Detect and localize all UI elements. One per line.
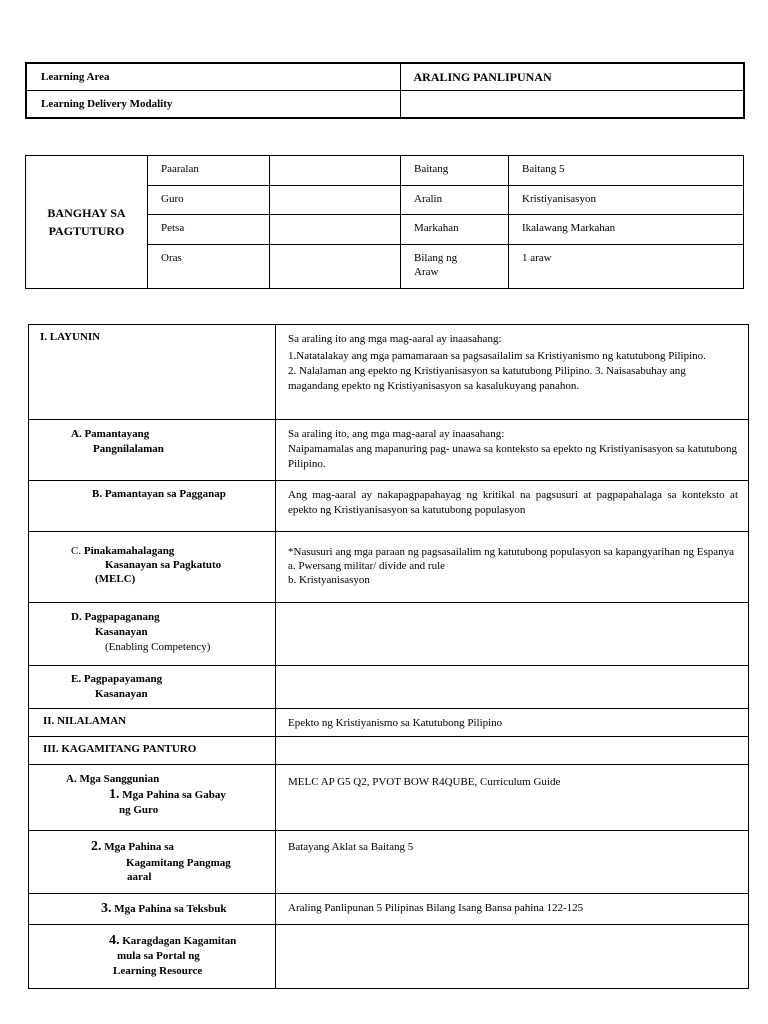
- melc-text2: a. Pwersang militar/ divide and rule: [288, 560, 446, 572]
- melc-line1: Pinakamahalagang: [83, 545, 175, 557]
- lesson-plan-table: [28, 324, 749, 989]
- info-value: [270, 186, 401, 215]
- pamantayang-text1: Sa araling ito, ang mga mag-aaral ay inaasahang:: [288, 428, 505, 440]
- pagpapayamang-line2: Kasanayan: [95, 688, 148, 700]
- info-label: Paaralan: [148, 156, 270, 186]
- layunin-row: [29, 325, 749, 420]
- melc-line2: Kasanayan sa Pagkatuto: [105, 559, 222, 571]
- melc-text3: b. Kristyanisasyon: [288, 574, 370, 586]
- layunin-label: [29, 325, 276, 420]
- pagpapaganang-line3: (Enabling Competency): [105, 641, 211, 653]
- banghay-title-line1: BANGHAY SA: [47, 206, 126, 220]
- kagamitan-num: III.: [43, 743, 59, 755]
- info-label: Petsa: [148, 215, 270, 245]
- sanggunian-sub-num: 1.: [109, 787, 120, 802]
- info-label: Oras: [148, 245, 270, 289]
- teksbuk-text: Mga Pahina sa Teksbuk: [111, 903, 227, 915]
- layunin-content: [276, 325, 749, 420]
- pagganap-row: [29, 481, 749, 532]
- modality-label: Learning Delivery Modality: [26, 91, 400, 119]
- pagganap-label: B. Pamantayan sa Pagganap: [29, 481, 276, 532]
- pangmag-row: [29, 831, 749, 894]
- lesson-info-table: [25, 155, 744, 289]
- sanggunian-content: MELC AP G5 Q2, PVOT BOW R4QUBE, Curriculum Guide: [276, 765, 749, 831]
- info-label2: Baitang: [401, 156, 509, 186]
- kagamitan-content: [276, 737, 749, 765]
- layunin-num: I.: [40, 331, 48, 343]
- teksbuk-row: [29, 894, 749, 925]
- layunin-line2: 1.Natatalakay ang mga pamamaraan sa pagsasailalim sa Kristiyanismo ng katutubong Pilipino.: [288, 350, 706, 362]
- portal-content: [276, 925, 749, 989]
- pamantayang-content: [276, 420, 749, 481]
- layunin-line1: Sa araling ito ang mga mag-aaral ay inaasahang:: [288, 333, 502, 345]
- melc-prefix: C.: [71, 545, 84, 557]
- modality-value: [400, 91, 744, 119]
- pangmag-label: [29, 831, 276, 894]
- portal-line2: mula sa Portal ng: [117, 950, 200, 962]
- pagpapaganang-row: [29, 603, 749, 666]
- pamantayang-label: [29, 420, 276, 481]
- nilalaman-content: Epekto ng Kristiyanismo sa Katutubong Pilipino: [276, 709, 749, 737]
- pangmag-num: 2.: [91, 839, 102, 854]
- melc-content: [276, 532, 749, 603]
- portal-row: [29, 925, 749, 989]
- info-value2: Baitang 5: [509, 156, 744, 186]
- info-label2: [401, 245, 509, 289]
- pagpapaganang-content: [276, 603, 749, 666]
- nilalaman-num: II.: [43, 715, 55, 727]
- pagpapaganang-line2: Kasanayan: [95, 626, 148, 638]
- pagpapayamang-label: [29, 666, 276, 709]
- portal-line1: Karagdagan Kagamitan: [119, 935, 237, 947]
- pangmag-line1: Mga Pahina sa: [101, 841, 174, 853]
- info-label2: Aralin: [401, 186, 509, 215]
- info-label: Guro: [148, 186, 270, 215]
- pangmag-line3: aaral: [127, 871, 152, 883]
- pamantayang-text2: Naipamamalas ang mapanuring pag- unawa sa konteksto sa epekto ng Kristiyanisasyon sa katutubong Pilipino.: [288, 443, 738, 470]
- teksbuk-label: [29, 894, 276, 925]
- info-value: [270, 156, 401, 186]
- kagamitan-row: [29, 737, 749, 765]
- kagamitan-label: [29, 737, 276, 765]
- layunin-text: LAYUNIN: [47, 331, 101, 343]
- teksbuk-num: 3.: [101, 901, 112, 916]
- pagpapaganang-label: [29, 603, 276, 666]
- info-value: [270, 245, 401, 289]
- melc-text1: *Nasusuri ang mga paraan ng pagsasailalim ng katutubong populasyon sa kapangyarihan ng Espanya: [288, 546, 734, 558]
- sanggunian-sub-line1: Mga Pahina sa Gabay: [119, 789, 226, 801]
- sanggunian-label: [29, 765, 276, 831]
- pagpapayamang-line1: E. Pagpapayamang: [71, 673, 163, 685]
- info-label2: Markahan: [401, 215, 509, 245]
- info-row: [26, 156, 744, 186]
- portal-line3: Learning Resource: [113, 965, 203, 977]
- portal-label: [29, 925, 276, 989]
- nilalaman-text: NILALAMAN: [54, 715, 127, 727]
- pamantayang-row: [29, 420, 749, 481]
- modality-row: [26, 91, 744, 119]
- pamantayang-line2: Pangnilalaman: [93, 443, 164, 455]
- info-value2: 1 araw: [509, 245, 744, 289]
- pamantayang-line1: A. Pamantayang: [71, 428, 150, 440]
- info-value2: Ikalawang Markahan: [509, 215, 744, 245]
- sanggunian-row: [29, 765, 749, 831]
- pagpapayamang-row: [29, 666, 749, 709]
- nilalaman-label: [29, 709, 276, 737]
- bilang-line1: Bilang ng: [414, 252, 458, 264]
- banghay-title-line2: PAGTUTURO: [48, 224, 125, 238]
- learning-area-table: [25, 62, 745, 119]
- nilalaman-row: [29, 709, 749, 737]
- sanggunian-sub-line2: ng Guro: [119, 804, 159, 816]
- kagamitan-text: KAGAMITANG PANTURO: [58, 743, 197, 755]
- banghay-title: [26, 156, 148, 289]
- melc-row: [29, 532, 749, 603]
- pagganap-content: Ang mag-aaral ay nakapagpapahayag ng kritikal na pagsusuri at pagpapahalaga sa konteksto at epekto ng Kristiyanisasyon sa katutubong populasyon: [276, 481, 749, 532]
- learning-area-label: Learning Area: [26, 63, 400, 91]
- sanggunian-line: A. Mga Sanggunian: [66, 773, 160, 785]
- learning-area-row: [26, 63, 744, 91]
- teksbuk-content: Araling Panlipunan 5 Pilipinas Bilang Isang Bansa pahina 122-125: [276, 894, 749, 925]
- pangmag-content: Batayang Aklat sa Baitang 5: [276, 831, 749, 894]
- portal-num: 4.: [109, 933, 120, 948]
- layunin-line3: 2. Nalalaman ang epekto ng Kristiyanisasyon sa katutubong Pilipino. 3. Naisasabuhay ang magandang epekto ng Kristiyanisasyon sa kasalukuyang panahon.: [288, 365, 686, 392]
- learning-area-value: ARALING PANLIPUNAN: [400, 63, 744, 91]
- pagpapayamang-content: [276, 666, 749, 709]
- pangmag-line2: Kagamitang Pangmag: [126, 857, 231, 869]
- melc-label: [29, 532, 276, 603]
- melc-line3: (MELC): [95, 573, 136, 585]
- info-value2: Kristiyanisasyon: [509, 186, 744, 215]
- bilang-line2: Araw: [414, 266, 439, 278]
- pagpapaganang-line1: D. Pagpapaganang: [71, 611, 160, 623]
- info-value: [270, 215, 401, 245]
